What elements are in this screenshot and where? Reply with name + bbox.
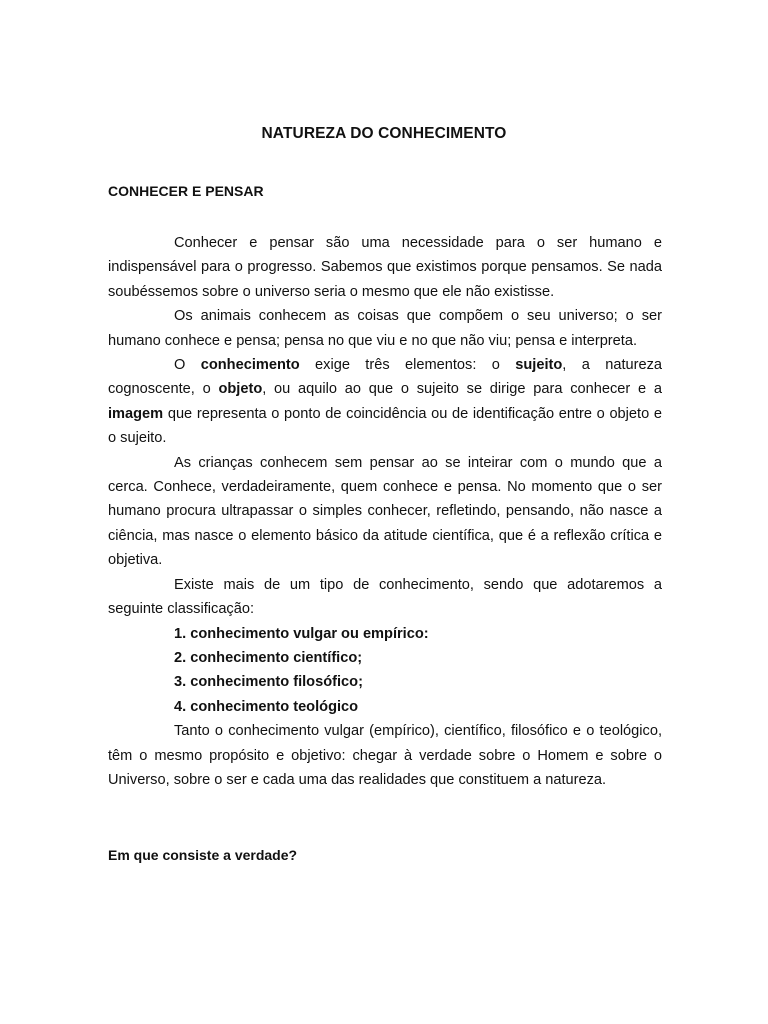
- paragraph-3-text: , ou aquilo ao que o sujeito se dirige para conhecer e a: [262, 381, 663, 398]
- term-imagem: imagem: [108, 405, 164, 422]
- paragraph-3: [108, 353, 662, 451]
- paragraph-6: Tanto o conhecimento vulgar (empírico), científico, filosófico e o teológico, têm o mesmo propósito e objetivo: chegar à verdade sobre o Homem e sobre o Universo, sobre o ser e cada uma das realidades que constituem a natureza.: [108, 723, 662, 788]
- paragraph-1: Conhecer e pensar são uma necessidade para o ser humano e indispensável para o progresso. Sabemos que existimos porque pensamos. Se nada soubéssemos sobre o universo seria o mesmo que ele não existisse.: [108, 235, 662, 300]
- paragraph-2: Os animais conhecem as coisas que compõem o seu universo; o ser humano conhece e pensa; pensa no que viu e no que não viu; pensa e interpreta.: [108, 308, 662, 349]
- term-sujeito: sujeito: [515, 357, 563, 374]
- list-item: 1. conhecimento vulgar ou empírico:: [174, 625, 429, 642]
- list-item: 2. conhecimento científico;: [174, 649, 363, 666]
- term-objeto: objeto: [218, 381, 263, 398]
- paragraph-4: As crianças conhecem sem pensar ao se inteirar com o mundo que a cerca. Conhece, verdadeiramente, quem conhece e pensa. No momento que o ser humano procura ultrapassar o simples conhecer, refletindo, pensando, não nasce a ciência, mas nasce o elemento básico da atitude científica, que é a reflexão crítica e objetiva.: [108, 454, 662, 569]
- document-title: NATUREZA DO CONHECIMENTO: [261, 125, 507, 142]
- paragraph-5: Existe mais de um tipo de conhecimento, sendo que adotaremos a seguinte classificação:: [108, 576, 662, 618]
- closing-question: Em que consiste a verdade?: [108, 847, 298, 863]
- term-conhecimento: conhecimento: [200, 357, 300, 374]
- paragraph-3-text: exige três elementos: o: [299, 357, 516, 374]
- paragraph-3-text: que representa o ponto de coincidência ou de identificação entre o objeto e o sujeito.: [108, 405, 662, 447]
- list-item: 3. conhecimento filosófico;: [174, 674, 363, 691]
- paragraph-3-text: , a natureza cognoscente, o: [108, 357, 663, 398]
- list-item: 4. conhecimento teológico: [174, 698, 359, 715]
- paragraph-3-text: O: [174, 357, 201, 374]
- section-heading: CONHECER E PENSAR: [108, 183, 264, 199]
- document-body: [108, 231, 662, 792]
